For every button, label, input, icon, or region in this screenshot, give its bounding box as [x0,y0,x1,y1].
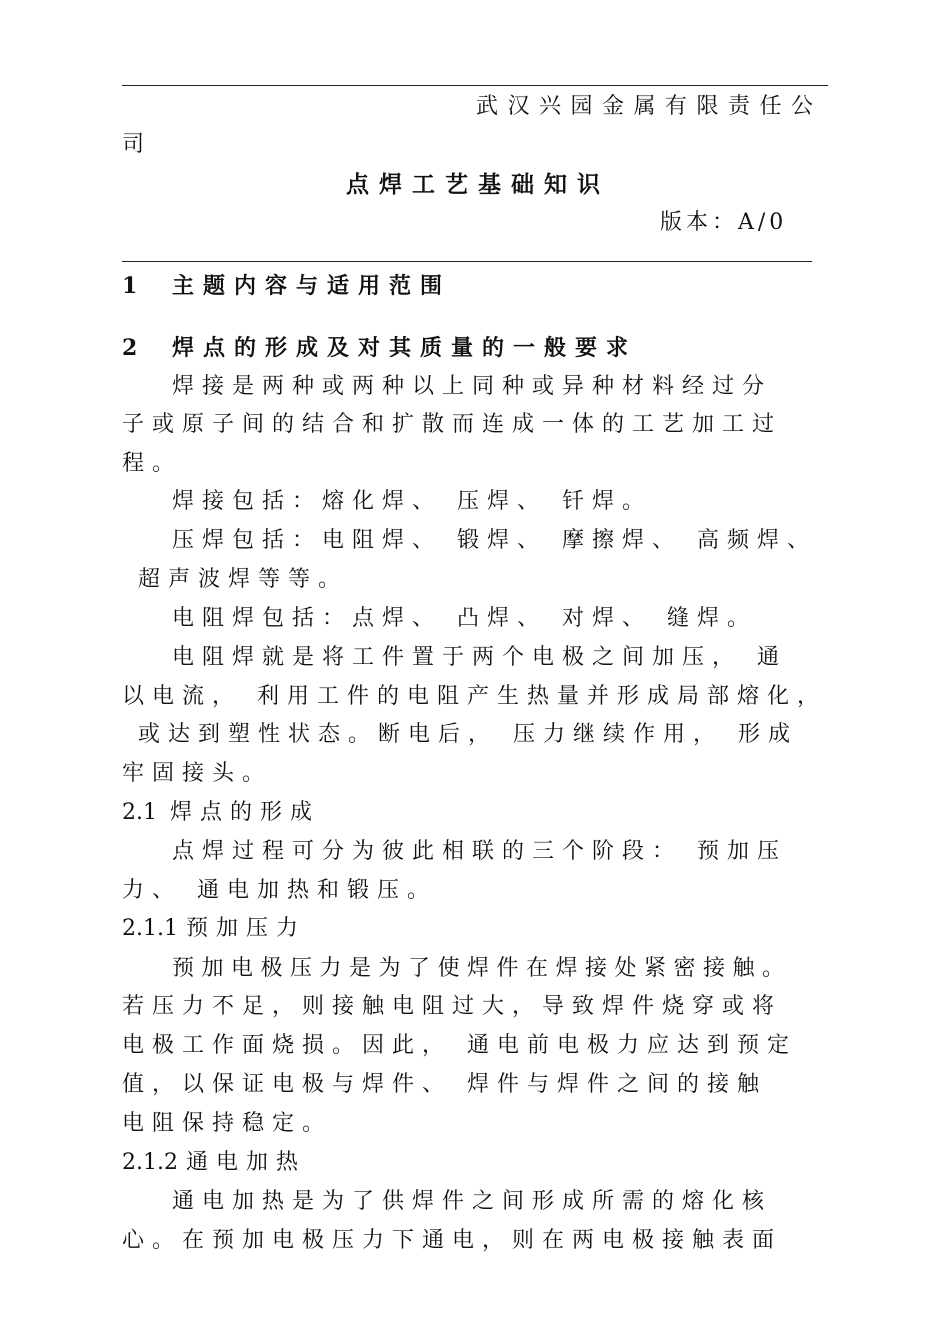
paragraph-line: 力、 通电加热和锻压。 [122,878,437,903]
paragraph-line: 压焊包括：电阻焊、 锻焊、 摩擦焊、 高频焊、 [172,528,817,553]
paragraph-line: 电阻保持稳定。 [122,1111,333,1136]
paragraph-line: 通电加热是为了供焊件之间形成所需的熔化核 [172,1189,773,1214]
section-1-heading [122,272,451,300]
paragraph-line: 值，以保证电极与焊件、 焊件与焊件之间的接触 [122,1072,767,1097]
paragraph-line: 以电流， 利用工件的电阻产生热量并形成局部熔化， [122,684,827,709]
paragraph-line: 焊接是两种或两种以上同种或异种材料经过分 [172,374,773,399]
header-top-rule [122,85,828,86]
section-number: 2 [122,335,138,361]
subsection-number: 2.1.1 [122,916,178,941]
company-name-continued: 司 [122,132,153,157]
subsection-title: 焊点的形成 [170,800,321,825]
subsection-2-1-2-heading [122,1149,306,1177]
version-label: 版本：A/0 [660,210,788,235]
subsection-number: 2.1 [122,800,157,825]
paragraph-line: 电阻焊就是将工件置于两个电极之间加压， 通 [172,645,787,670]
subsection-title: 通电加热 [186,1150,307,1175]
paragraph-line: 若压力不足，则接触电阻过大，导致焊件烧穿或将 [122,994,783,1019]
paragraph-line: 或达到塑性状态。断电后， 压力继续作用， 形成 [138,722,798,747]
subsection-number: 2.1.2 [122,1150,178,1175]
paragraph-line: 子或原子间的结合和扩散而连成一体的工艺加工过 [122,412,783,437]
subsection-2-1-heading [122,799,320,827]
section-title: 主题内容与适用范围 [172,273,452,299]
paragraph-line: 牢固接头。 [122,761,273,786]
paragraph-line: 心。在预加电极压力下通电，则在两电极接触表面 [122,1228,783,1253]
section-2-heading [122,334,637,362]
paragraph-line: 程。 [122,451,183,476]
subsection-title: 预加压力 [186,916,307,941]
subsection-2-1-1-heading [122,915,306,943]
paragraph-line: 电极工作面烧损。因此， 通电前电极力应达到预定 [122,1033,797,1058]
document-title: 点焊工艺基础知识 [346,171,610,198]
company-name: 武汉兴园金属有限责任公 [476,94,823,119]
paragraph-line: 超声波焊等等。 [138,567,349,592]
paragraph-line: 点焊过程可分为彼此相联的三个阶段： 预加压 [172,839,787,864]
paragraph-line: 预加电极压力是为了使焊件在焊接处紧密接触。 [172,956,792,981]
header-bottom-rule [122,261,812,262]
paragraph-line: 电阻焊包括：点焊、 凸焊、 对焊、 缝焊。 [172,606,757,631]
paragraph-line: 焊接包括：熔化焊、 压焊、 钎焊。 [172,489,652,514]
section-number: 1 [122,273,138,299]
section-title: 焊点的形成及对其质量的一般要求 [172,335,638,361]
